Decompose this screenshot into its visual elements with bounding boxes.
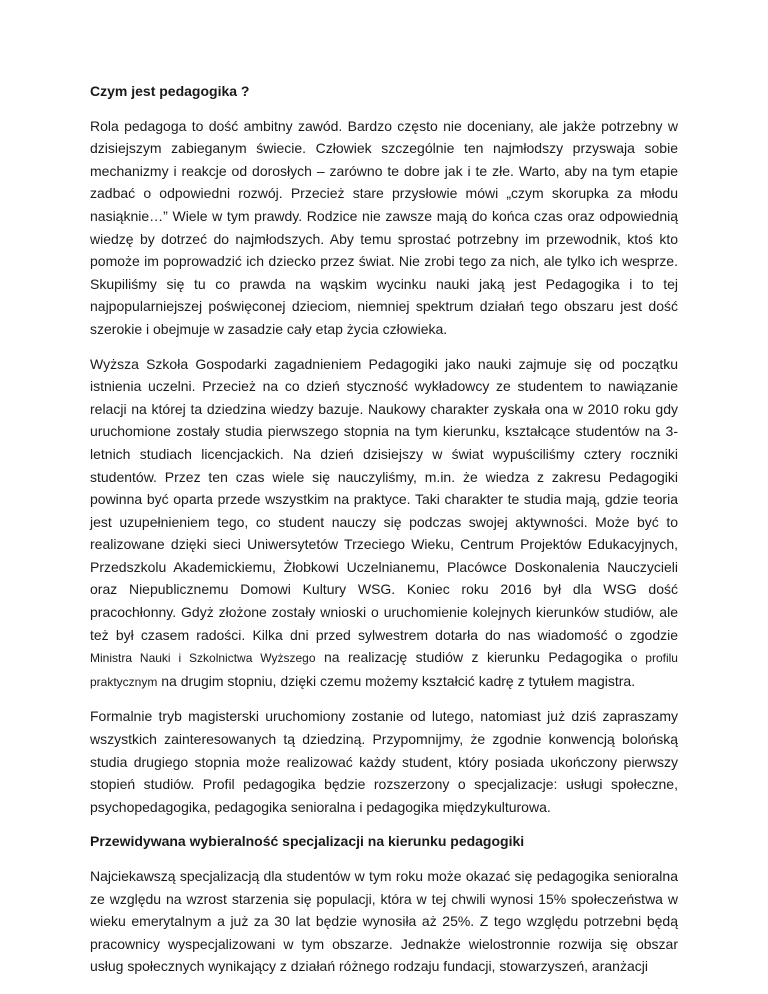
paragraph-masters: Formalnie tryb magisterski uruchomiony zostanie od lutego, natomiast już dziś zapraszamy wszystkich zainteresowanych tą dziedziną. Przypomnijmy, że zgodnie konwencją bolońską studia drugiego stopnia może realizować każdy student, który posiada ukończony pierwszy stopień studiów. Profil pedagogika będzie rozszerzony o specjalizacje: usługi społeczne, psychopedagogika, pedagogika senioralna i pedagogika międzykulturowa. xyxy=(90,708,678,815)
paragraph-intro: Rola pedagoga to dość ambitny zawód. Bardzo często nie doceniany, ale jakże potrzebny w dzisiejszym zabieganym świecie. Człowiek szczególnie ten najmłodszy przyswaja sobie mechanizmy i reakcje od dorosłych – zarówno te dobre jak i te złe. Warto, aby na tym etapie zadbać o odpowiedni rozwój. Przecież stare przysłowie mówi „czym skorupka za młodu nasiąknie…” Wiele w tym prawdy. Rodzice nie zawsze mają do końca czas oraz odpowiednią wiedzę by dotrzeć do najmłodszych. Aby temu sprostać potrzebny im przewodnik, ktoś kto pomoże im poprowadzić ich dziecko przez świat. Nie zrobi tego za nich, ale tylko ich wesprze. Skupiliśmy się tu co prawda na wąskim wycinku nauki jaką jest Pedagogika i to tej najpopularniejszej poświęconej dzieciom, niemniej spektrum działań tego obszaru jest dość szerokie i obejmuje w zasadzie cały etap życia człowieka. xyxy=(90,117,678,337)
paragraph-wsg-main: Wyższa Szkoła Gospodarki zagadnieniem Pedagogiki jako nauki zajmuje się od początku istnienia uczelni. Przecież na co dzień styczność wykładowcy ze studentem to nawiązanie relacji na której ta dziedzina wiedzy bazuje. Naukowy charakter zyskała ona w 2010 roku gdy uruchomione zostały studia pierwszego stopnia na tym kierunku, kształcące studentów na 3-letnich studiach licencjackich. Na dzień dzisiejszy w świat wypuściliśmy cztery roczniki studentów. Przez ten czas wiele się nauczyliśmy, m.in. że wiedza z zakresu Pedagogiki powinna być oparta przede wszystkim na praktyce. Taki charakter te studia mają, gdzie teoria jest uzupełnieniem tego, co student nauczy się podczas swojej aktywności. Może być to realizowane dzięki sieci Uniwersytetów Trzeciego Wieku, Centrum Projektów Edukacyjnych, Przedszkolu Akademickiemu, Żłobkowi Uczelnianemu, Placówce Doskonalenia Nauczycieli oraz Niepublicznemu Domowi Kultury WSG. Koniec roku 2016 był dla WSG dość pracochłonny. Gdyż złożone zostały wnioski o uruchomienie kolejnych kierunków studiów, ale też był czasem radości. Kilka dni przed sylwestrem dotarła do nas wiadomość o zgodzie xyxy=(90,355,678,643)
profile-type: o profilu praktycznym xyxy=(90,651,678,689)
paragraph-specializations: Najciekawszą specjalizacją dla studentów w tym roku może okazać się pedagogika senioralna ze względu na wzrost starzenia się populacji, która w tej chwili wynosi 15% społeczeństwa w wieku emerytalnym a już za 30 lat będzie wynosiła aż 25%. Z tego względu potrzebni będą pracownicy wyspecjalizowani w tym obszarze. Jednakże wielostronnie rozwija się obszar usług społecznych wynikający z działań różnego rodzaju fundacji, stowarzyszeń, aranżacji xyxy=(90,868,678,975)
page-title: Czym jest pedagogika ? xyxy=(90,83,250,99)
paragraph-wsg-end: na drugim stopniu, dzięki czemu możemy kształcić kadrę z tytułem magistra. xyxy=(157,672,636,689)
ministry-name: Ministra Nauki i Szkolnictwa Wyższego xyxy=(90,651,316,666)
paragraph-wsg-mid: na realizację studiów z kierunku Pedagogika xyxy=(315,649,631,666)
document-page xyxy=(90,80,678,990)
section-heading: Przewidywana wybieralność specjalizacji na kierunku pedagogiki xyxy=(90,833,525,850)
paragraph-wsg xyxy=(90,353,678,694)
